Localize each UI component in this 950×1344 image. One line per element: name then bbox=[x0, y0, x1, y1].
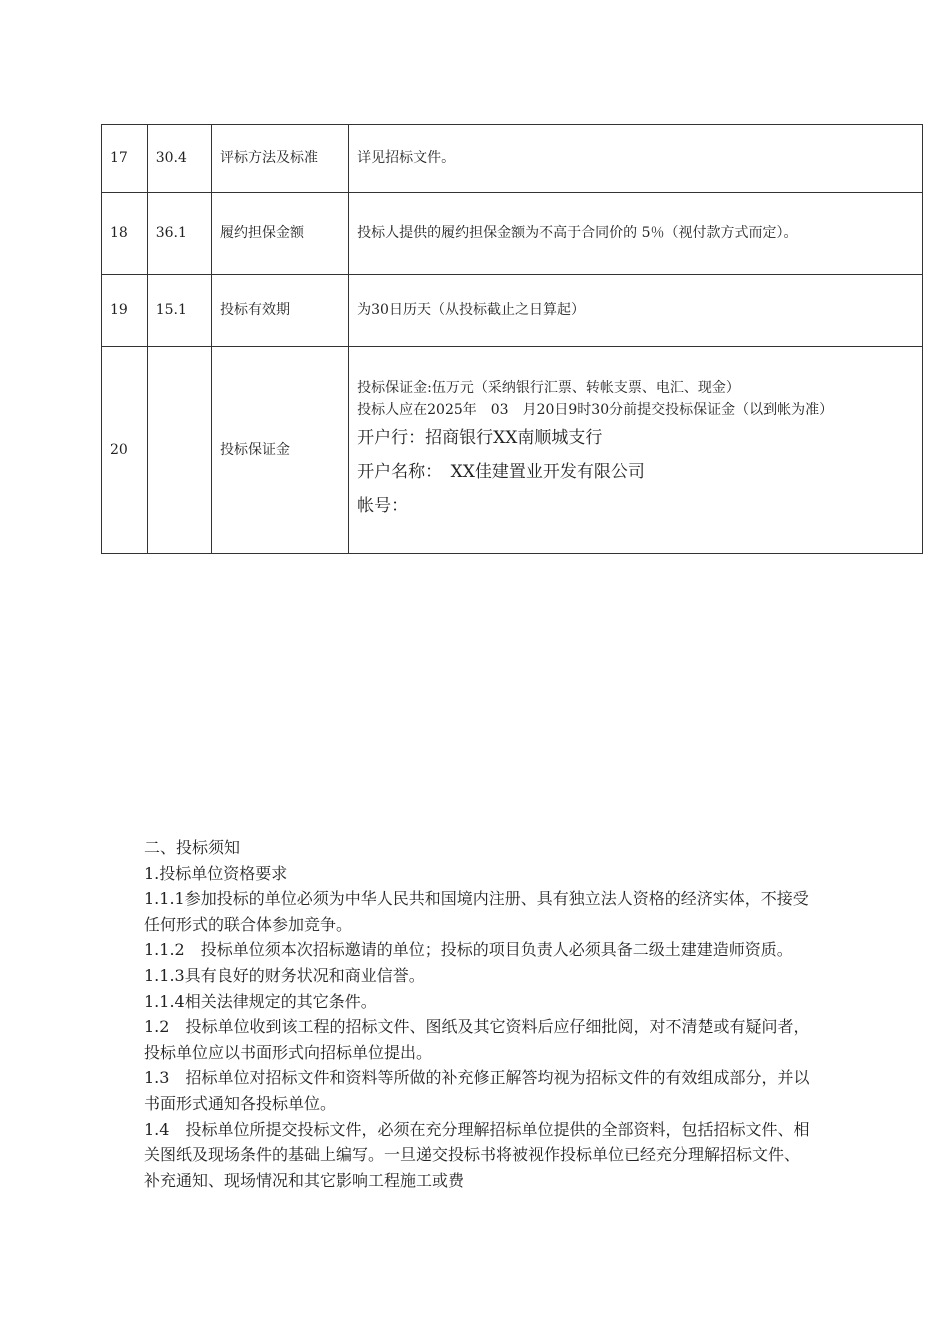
table-row bbox=[102, 193, 923, 275]
table-row bbox=[102, 347, 923, 554]
item-content bbox=[349, 193, 923, 275]
content-line: 投标保证金:伍万元（采纳银行汇票、转帐支票、电汇、现金） bbox=[357, 379, 740, 396]
table-row bbox=[102, 275, 923, 347]
item-content bbox=[349, 275, 923, 347]
content-line: 投标人应在2025年 03 月20日9时30分前提交投标保证金（以到帐为准） bbox=[357, 402, 834, 418]
content-line: 开户名称： XX佳建置业开发有限公司 bbox=[357, 462, 645, 483]
content-line: 投标人提供的履约担保金额为不高于合同价的 5％（视付款方式而定）。 bbox=[357, 225, 798, 242]
content-line: 为30日历天（从投标截止之日算起） bbox=[357, 302, 585, 319]
item-content bbox=[349, 125, 923, 193]
bidding-instructions bbox=[144, 835, 812, 1193]
item-name: 投标有效期 bbox=[211, 275, 348, 347]
clause-number: 30.4 bbox=[147, 125, 211, 193]
paragraph: 1.1.3具有良好的财务状况和商业信誉。 bbox=[144, 965, 425, 985]
content-line: 帐号： bbox=[357, 496, 409, 517]
table-row bbox=[102, 125, 923, 193]
paragraph: 1.1.4相关法律规定的其它条件。 bbox=[144, 991, 377, 1011]
clause-number bbox=[147, 347, 211, 554]
item-name: 评标方法及标准 bbox=[211, 125, 348, 193]
row-number: 18 bbox=[102, 193, 148, 275]
item-content bbox=[349, 347, 923, 554]
item-name: 投标保证金 bbox=[211, 347, 348, 554]
section-heading: 二、投标须知 bbox=[144, 838, 241, 857]
clause-number: 36.1 bbox=[147, 193, 211, 275]
content-line: 开户行：招商银行XX南顺城支行 bbox=[357, 428, 603, 449]
content-line: 详见招标文件。 bbox=[357, 150, 456, 167]
item-name: 履约担保金额 bbox=[211, 193, 348, 275]
bid-terms-table bbox=[101, 124, 923, 554]
row-number: 17 bbox=[102, 125, 148, 193]
paragraph: 1.1.2 投标单位须本次招标邀请的单位；投标的项目负责人必须具备二级土建建造师资质。 bbox=[144, 940, 793, 960]
paragraph: 1.1.1参加投标的单位必须为中华人民共和国境内注册、具有独立法人资格的经济实体，不接受任何形式的联合体参加竞争。 bbox=[144, 889, 809, 934]
row-number: 19 bbox=[102, 275, 148, 347]
row-number: 20 bbox=[102, 347, 148, 554]
clause-number: 15.1 bbox=[147, 275, 211, 347]
paragraph: 1.3 招标单位对招标文件和资料等所做的补充修正解答均视为招标文件的有效组成部分，并以书面形式通知各投标单位。 bbox=[144, 1068, 810, 1113]
paragraph: 1.投标单位资格要求 bbox=[144, 863, 288, 883]
paragraph: 1.2 投标单位收到该工程的招标文件、图纸及其它资料后应仔细批阅，对不清楚或有疑问者，投标单位应以书面形式向招标单位提出。 bbox=[144, 1017, 810, 1062]
paragraph: 1.4 投标单位所提交投标文件，必须在充分理解招标单位提供的全部资料，包括招标文件、相关图纸及现场条件的基础上编写。一旦递交投标书将被视作投标单位已经充分理解招标文件、补充通知、现场情况和其它影响工程施工或费 bbox=[144, 1119, 810, 1190]
